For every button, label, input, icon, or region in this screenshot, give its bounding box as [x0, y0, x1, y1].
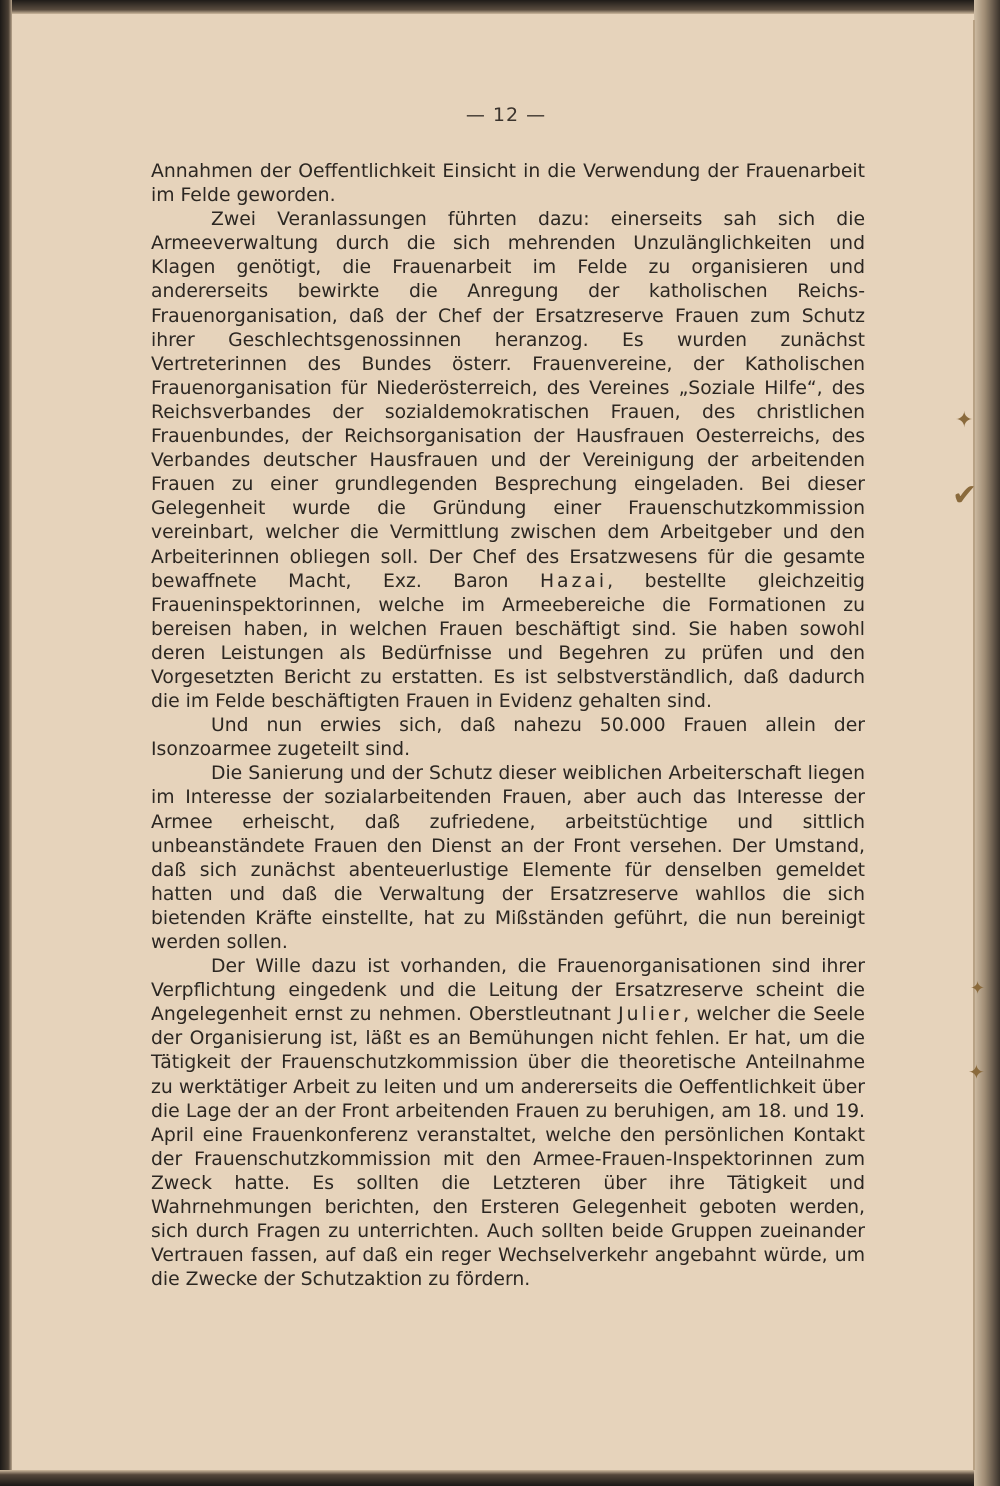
- paragraph-text-continued: , welcher die Seele der Organisierung ist, läßt es an Bemühungen nicht fehlen. Er hat, um die Tätigkeit der Frauenschutzkommission über die theoretische Anteilnahme zu werktätiger Arbeit zu leiten und um andererseits die Oeffentlichkeit über die Lage der an der Front arbeitenden Frauen zu beruhigen, am 18. und 19. April eine Frauenkonferenz veranstaltet, welche den persönlichen Kontakt der Frauenschutzkommission mit den Armee-Frauen-Inspektorinnen zum Zweck hatte. Es sollten die Letzteren über ihre Tätigkeit und Wahrnehmungen berichten, den Ersteren Gelegenheit geboten werden, sich durch Fragen zu unterrichten. Auch sollten beide Gruppen zueinander Vertrauen fassen, auf daß ein reger Wechselverkehr angebahnt würde, um die Zwecke der Schutzaktion zu fördern.: [151, 1004, 865, 1291]
- paragraph: [151, 208, 865, 714]
- scan-border-top: [0, 0, 1000, 14]
- paragraph: [151, 714, 865, 762]
- paragraph-text: Und nun erwies sich, daß nahezu 50.000 Frauen allein der Isonzoarmee zugeteilt sind.: [151, 715, 865, 761]
- paragraph: [151, 762, 865, 955]
- paragraph-text: Zwei Veranlassungen führten dazu: einerseits sah sich die Armeeverwaltung durch die sich mehrenden Unzulänglichkeiten und Klagen genötigt, die Frauenarbeit im Felde zu organisieren und andererseits bewirkte die Anregung der katholischen Reichs-Frauenorganisation, daß der Chef der Ersatzreserve Frauen zum Schutz ihrer Geschlechtsgenossinnen heranzog. Es wurden zunächst Vertreterinnen des Bundes österr. Frauenvereine, der Katholischen Frauenorganisation für Niederösterreich, des Vereines „Soziale Hilfe“, des Reichsverbandes der sozialdemokratischen Frauen, des christlichen Frauenbundes, der Reichsorganisation der Hausfrauen Oesterreichs, des Verbandes deutscher Hausfrauen und der Vereinigung der arbeitenden Frauen zu einer grundlegenden Besprechung eingeladen. Bei dieser Gelegenheit wurde die Gründung einer Frauenschutzkommission vereinbart, welcher die Vermittlung zwischen dem Arbeitgeber und den Arbeiterinnen obliegen soll. Der Chef des Ersatzwesens für die gesamte bewaffnete Macht, Exz. Baron: [151, 209, 865, 592]
- ink-spot-mark: ✦: [968, 1060, 985, 1084]
- spaced-name: Hazai: [539, 570, 608, 592]
- paragraph: [151, 160, 865, 208]
- ink-spot-mark: ✦: [970, 978, 986, 999]
- paragraph-text: Die Sanierung und der Schutz dieser weiblichen Arbeiterschaft liegen im Interesse der sozialarbeitenden Frauen, aber auch das Interesse der Armee erheischt, daß zufriedene, arbeitstüchtige und sittlich unbeanständete Frauen den Dienst an der Front versehen. Der Umstand, daß sich zunächst abenteuerlustige Elemente für denselben gemeldet hatten und daß die Verwaltung der Ersatzreserve wahllos die sich bietenden Kräfte einstellte, hat zu Mißständen geführt, die nun bereinigt werden sollen.: [151, 763, 865, 953]
- page-number: — 12 —: [465, 104, 547, 126]
- paragraph-text: Der Wille dazu ist vorhanden, die Frauenorganisationen sind ihrer Verpflichtung eingedenk und die Leitung der Ersatzreserve scheint die Angelegenheit ernst zu nehmen. Oberstleutnant: [151, 956, 865, 1026]
- scan-border-right: [974, 0, 1000, 1486]
- scan-border-left: [0, 0, 12, 1486]
- ink-spot-mark: ✦: [955, 408, 974, 433]
- paragraph-text-continued: , bestellte gleichzeitig Fraueninspektorinnen, welche im Armeebereiche die Formationen zu bereisen haben, in welchen Frauen beschäftigt sind. Sie haben sowohl deren Leistungen als Bedürfnisse und Begehren zu prüfen und den Vorgesetzten Bericht zu erstatten. Es ist selbstverständlich, daß dadurch die im Felde beschäftigten Frauen in Evidenz gehalten sind.: [151, 570, 865, 713]
- scan-border-bottom: [0, 1470, 1000, 1486]
- spaced-name: Julier: [618, 1004, 684, 1026]
- body-text: [151, 160, 865, 1292]
- paragraph: [151, 955, 865, 1292]
- ink-spot-mark: ✔: [952, 478, 978, 513]
- paragraph-text: Annahmen der Oeffentlichkeit Einsicht in die Verwendung der Frauenarbeit im Felde geworden.: [151, 161, 865, 207]
- page-gutter-line: [973, 20, 975, 1470]
